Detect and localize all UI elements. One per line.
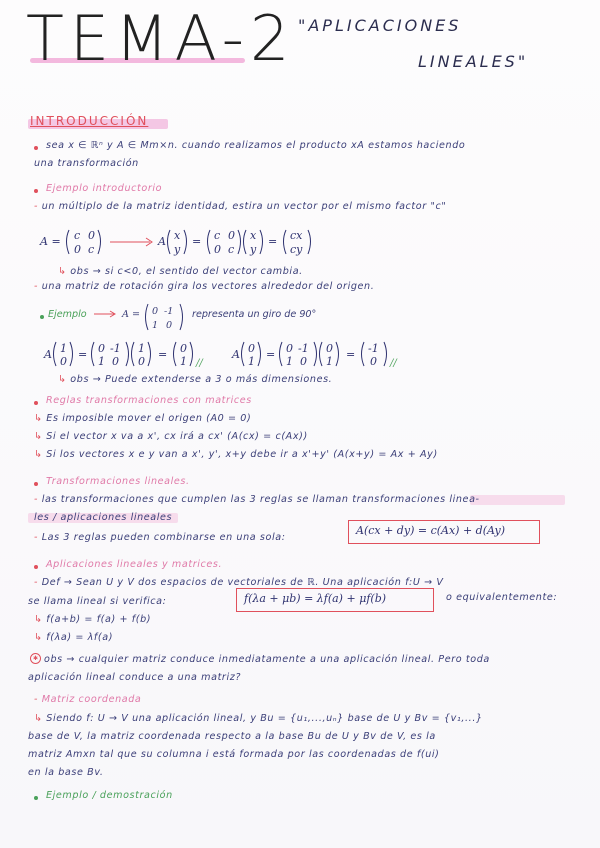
highlight-mark xyxy=(470,495,565,505)
equation-rotation-example xyxy=(48,302,368,334)
svg-text:1: 1 xyxy=(98,355,105,368)
rule-line: ↳ Si el vector x va a x', cx irá a cx' (A(cx) = c(Ax)) xyxy=(34,431,308,442)
text-content: Si el vector x va a x', cx irá a cx' (A(cx) = c(Ax)) xyxy=(46,431,308,442)
rule-line: ↳ f(λa) = λf(a) xyxy=(34,632,114,643)
bullet-icon xyxy=(40,315,44,319)
asterisk-icon: ✱ xyxy=(30,653,41,664)
text-line: o equivalentemente: xyxy=(446,592,558,603)
svg-text:1: 1 xyxy=(60,342,67,355)
svg-text:y: y xyxy=(174,243,181,256)
svg-text:0: 0 xyxy=(370,355,377,368)
equation-scale-matrix xyxy=(38,222,378,260)
bullet-icon xyxy=(34,401,38,405)
svg-text:Ejemplo: Ejemplo xyxy=(48,309,87,320)
text-line: una transformación xyxy=(34,158,139,169)
svg-text:c: c xyxy=(214,229,221,242)
text-content: obs → Puede extenderse a 3 o más dimensiones. xyxy=(70,374,333,385)
rule-line: ↳ Es imposible mover el origen (A0 = 0) xyxy=(34,413,252,424)
text-line: - las transformaciones que cumplen las 3 reglas se llaman transformaciones linea- xyxy=(34,494,480,505)
svg-text:1: 1 xyxy=(248,355,255,368)
svg-text:0: 0 xyxy=(326,342,333,355)
definition-line: se llama lineal si verifica: xyxy=(28,596,167,607)
svg-text:0: 0 xyxy=(300,355,307,368)
svg-text:=: = xyxy=(266,348,276,361)
subheading-ejemplo: Ejemplo introductorio xyxy=(46,183,163,194)
subtitle-line-2: LINEALES" xyxy=(418,52,529,71)
svg-text:-1: -1 xyxy=(110,342,121,355)
svg-text:c: c xyxy=(88,243,95,256)
text-content: Siendo f: U → V una aplicación lineal, y Bu = {u₁,...,uₙ} base de U y Bv = {v₁,...} xyxy=(46,713,483,724)
subheading-reglas: Reglas transformaciones con matrices xyxy=(46,395,252,406)
svg-text://: // xyxy=(196,358,203,369)
svg-text:=: = xyxy=(192,235,202,248)
subheading-aplicaciones: Aplicaciones lineales y matrices. xyxy=(46,559,223,570)
subheading-transformaciones: Transformaciones lineales. xyxy=(46,476,190,487)
svg-text:0: 0 xyxy=(98,342,105,355)
text-line: obs → cualquier matriz conduce inmediatamente a una aplicación lineal. Pero toda xyxy=(44,654,490,665)
svg-text:c: c xyxy=(228,243,235,256)
text-line: ↳ Siendo f: U → V una aplicación lineal, y Bu = {u₁,...,uₙ} base de U y Bv = {v₁,...} xyxy=(34,713,483,724)
text-content: Es imposible mover el origen (A0 = 0) xyxy=(46,413,252,424)
svg-text:=: = xyxy=(78,348,88,361)
svg-text:0: 0 xyxy=(166,320,173,331)
text-line: aplicación lineal conduce a una matriz? xyxy=(28,672,242,683)
svg-text:A =: A = xyxy=(122,309,141,320)
text-line: - un múltiplo de la matriz identidad, estira un vector por el mismo factor "c" xyxy=(34,201,447,212)
svg-text:0: 0 xyxy=(152,306,159,317)
svg-text:1: 1 xyxy=(326,355,333,368)
svg-text:cx: cx xyxy=(290,229,303,242)
text-content: f(a+b) = f(a) + f(b) xyxy=(46,614,152,625)
svg-text:x: x xyxy=(250,229,257,242)
svg-text:0: 0 xyxy=(74,243,81,256)
svg-text:0: 0 xyxy=(286,342,293,355)
svg-text:=: = xyxy=(158,348,168,361)
svg-text:representa un giro de 90°: representa un giro de 90° xyxy=(192,309,317,320)
text-content: un múltiplo de la matriz identidad, estira un vector por el mismo factor "c" xyxy=(41,201,447,212)
bullet-icon xyxy=(34,189,38,193)
svg-text:=: = xyxy=(268,235,278,248)
text-content: Las 3 reglas pueden combinarse en una sola: xyxy=(41,532,286,543)
text-content: una matriz de rotación gira los vectores alrededor del origen. xyxy=(41,281,375,292)
rule-line: ↳ Si los vectores x e y van a x', y', x+y debe ir a x'+y' (A(x+y) = Ax + Ay) xyxy=(34,449,438,460)
text-line: - una matriz de rotación gira los vectores alrededor del origen. xyxy=(34,281,375,292)
svg-text:0: 0 xyxy=(228,229,235,242)
page-title: TEMA-2 xyxy=(26,2,296,75)
svg-text:cy: cy xyxy=(290,243,303,256)
bullet-icon xyxy=(34,796,38,800)
svg-text:-1: -1 xyxy=(298,342,309,355)
svg-text:0: 0 xyxy=(138,355,145,368)
formula-linearity: f(λa + μb) = λf(a) + μf(b) xyxy=(244,592,387,605)
svg-text:0: 0 xyxy=(214,243,221,256)
svg-text:=: = xyxy=(346,348,356,361)
svg-text:A: A xyxy=(44,348,52,361)
svg-text:0: 0 xyxy=(180,342,187,355)
text-content: Matriz coordenada xyxy=(41,694,142,705)
subheading-matriz-coordenada: - Matriz coordenada xyxy=(34,694,142,705)
definition-line: - Def → Sean U y V dos espacios de vectoriales de ℝ. Una aplicación f:U → V xyxy=(34,577,444,588)
text-content: obs → si c<0, el sentido del vector cambia. xyxy=(70,266,303,277)
text-line: matriz Amxn tal que su columna i está formada por las coordenadas de f(ui) xyxy=(28,749,440,760)
svg-text:c: c xyxy=(74,229,81,242)
subtitle-line-1: "APLICACIONES xyxy=(298,16,462,35)
text-line: sea x ∈ ℝⁿ y A ∈ Mm×n. cuando realizamos el producto xA estamos haciendo xyxy=(46,140,466,151)
svg-text:A: A xyxy=(158,235,166,248)
svg-text:x: x xyxy=(174,229,181,242)
svg-text:-1: -1 xyxy=(368,342,379,355)
bullet-icon xyxy=(34,146,38,150)
svg-text:y: y xyxy=(250,243,257,256)
svg-text:1: 1 xyxy=(286,355,293,368)
text-content: f(λa) = λf(a) xyxy=(46,632,114,643)
svg-text:1: 1 xyxy=(138,342,145,355)
svg-text://: // xyxy=(390,358,397,369)
formula-combined-rule: A(cx + dy) = c(Ax) + d(Ay) xyxy=(356,524,506,537)
equation-rotation-vectors xyxy=(42,336,512,372)
text-content: las transformaciones que cumplen las 3 reglas se llaman transformaciones linea- xyxy=(41,494,480,505)
section-introduccion: INTRODUCCIÓN xyxy=(30,114,149,128)
svg-text:-1: -1 xyxy=(164,306,174,317)
text-content: Def → Sean U y V dos espacios de vectoriales de ℝ. Una aplicación f:U → V xyxy=(41,577,444,588)
svg-text:0: 0 xyxy=(112,355,119,368)
svg-text:1: 1 xyxy=(152,320,159,331)
bullet-icon xyxy=(34,565,38,569)
svg-text:1: 1 xyxy=(180,355,187,368)
text-line: base de V, la matriz coordenada respecto a la base Bu de U y Bv de V, es la xyxy=(28,731,436,742)
obs-line: ↳ obs → Puede extenderse a 3 o más dimensiones. xyxy=(58,374,333,385)
text-content: Si los vectores x e y van a x', y', x+y debe ir a x'+y' (A(x+y) = Ax + Ay) xyxy=(46,449,438,460)
subheading-ejemplo-demostracion: Ejemplo / demostración xyxy=(46,790,173,801)
text-line: en la base Bv. xyxy=(28,767,104,778)
svg-text:A: A xyxy=(232,348,240,361)
text-line: les / aplicaciones lineales xyxy=(34,512,173,523)
svg-text:0: 0 xyxy=(60,355,67,368)
svg-text:0: 0 xyxy=(248,342,255,355)
bullet-icon xyxy=(34,482,38,486)
text-line: - Las 3 reglas pueden combinarse en una sola: xyxy=(34,532,286,543)
svg-text:0: 0 xyxy=(88,229,95,242)
rule-line: ↳ f(a+b) = f(a) + f(b) xyxy=(34,614,152,625)
svg-text:A =: A = xyxy=(40,235,61,248)
obs-line: ↳ obs → si c<0, el sentido del vector cambia. xyxy=(58,266,303,277)
